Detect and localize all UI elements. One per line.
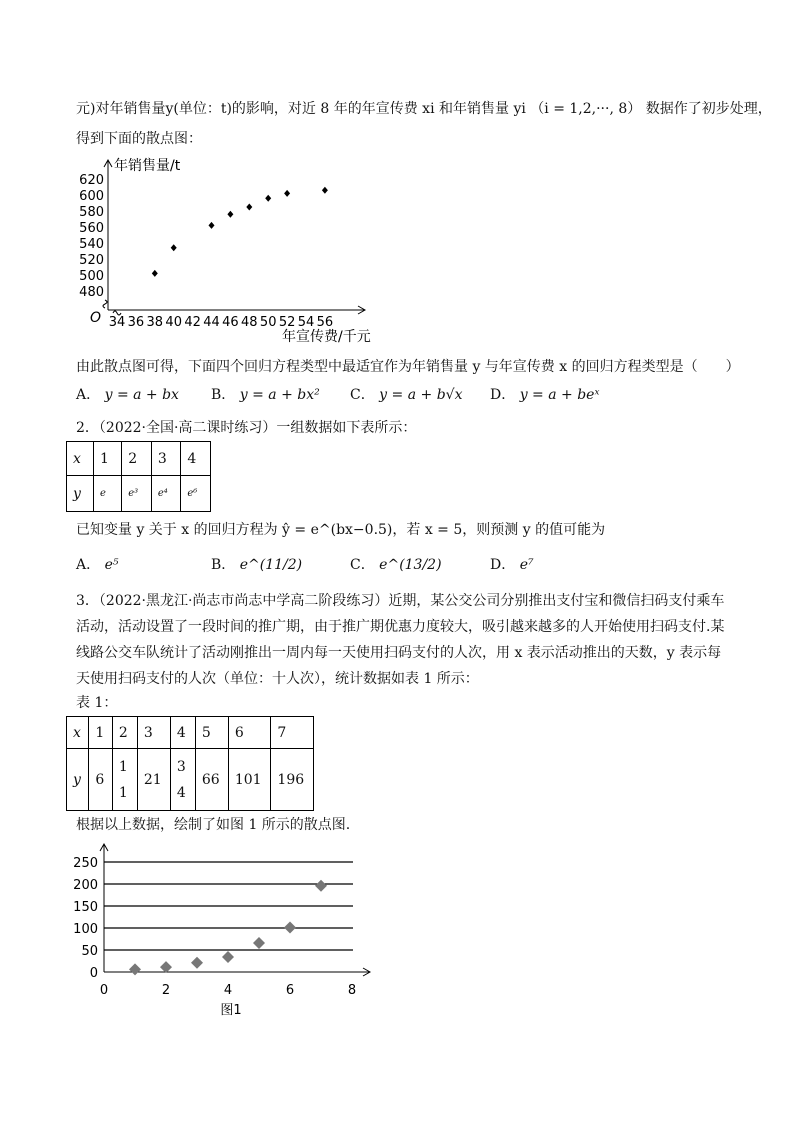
data-point [171,244,177,251]
q3-after-text: 根据以上数据，绘制了如图 1 所示的散点图. [76,817,351,833]
table-cell: y [67,749,89,811]
x-tick-label: 54 [297,315,315,330]
table-cell: 21 [137,749,170,811]
x-tick-label: 48 [241,315,258,330]
option-key: D． [490,557,516,573]
data-point [160,961,172,973]
q1-intro-line2: 得到下面的散点图： [76,131,202,147]
data-point [284,190,290,197]
option-key: D． [490,387,516,403]
y-tick-label: 620 [79,173,104,188]
q2-option-d [490,556,534,574]
data-point [191,957,203,969]
data-point [152,270,158,277]
x-tick-label: 38 [146,315,164,330]
x-tick-label: 36 [127,315,145,330]
y-tick-label: 250 [73,856,98,871]
table-cell: x [67,442,94,476]
x-tick-label: 46 [222,315,239,330]
scan-pay-scatter-chart [70,842,380,1022]
q3-line-4: 天使用扫码支付的人次（单位：十人次），统计数据如表 1 所示： [76,671,479,687]
option-text: e⁵ [104,557,119,573]
option-text: e^(13/2) [379,557,442,573]
x-tick-label: 2 [161,983,171,998]
option-text: y = a + bx² [239,387,320,403]
table-cell: 196 [271,749,314,811]
table-cell: 6 [228,717,271,749]
q2-data-table [66,441,211,512]
table-cell: 2 [112,717,137,749]
option-key: A． [76,557,101,573]
y-tick-label: 560 [79,221,104,236]
q3-data-table [66,716,314,811]
table-cell: 4 [181,442,211,476]
y-tick-label: 150 [73,900,98,915]
table-cell: 66 [195,749,228,811]
q1-option-a [76,386,179,404]
x-tick-label: 42 [184,315,201,330]
q3-line-1: 3．（2022·黑龙江·尚志市尚志中学高二阶段练习）近期，某公交公司分别推出支付宝和微信扫码支付乘车 [76,593,725,609]
y-tick-label: 520 [79,253,104,268]
option-text: e^(11/2) [239,557,303,573]
x-tick-label: 44 [203,315,220,330]
table-cell: 3 [137,717,170,749]
x-tick-label: 6 [285,983,295,998]
x-tick-label: 40 [165,315,182,330]
option-text: y = a + beˣ [519,387,600,403]
table-cell: 2 [122,442,152,476]
option-text: y = a + b√x [379,387,463,403]
y-tick-label: 540 [79,237,104,252]
q1-option-c [350,386,462,404]
table-cell: e⁶ [181,476,211,512]
x-tick-label: 34 [108,315,126,330]
y-tick-label: 0 [89,966,98,981]
data-point [222,951,234,963]
y-tick-label: 600 [79,189,104,204]
q3-line-3: 线路公交车队统计了活动刚推出一周内每一天使用扫码支付的人次，用 x 表示活动推出的天数，y 表示每 [76,645,722,661]
option-key: A． [76,387,101,403]
figure-caption: 图1 [220,1003,242,1018]
x-tick-label: 4 [223,983,233,998]
q1-option-d [490,386,599,404]
data-point [284,922,296,934]
data-point [265,195,271,202]
option-text: e⁷ [519,557,534,573]
data-point [209,222,215,229]
data-point [315,880,327,892]
y-tick-label: 200 [73,878,98,893]
y-axis-title: 年销售量/t [114,158,181,174]
y-tick-label: 500 [79,269,104,284]
table-cell: y [67,476,94,512]
table-cell: 3 [151,442,181,476]
q1-question: 由此散点图可得，下面四个回归方程类型中最适宜作为年销售量 y 与年宣传费 x 的回归方程类型是（ ） [76,359,740,375]
y-tick-label: 580 [79,205,104,220]
q2-option-b [211,556,302,574]
q3-line-2: 活动，活动设置了一段时间的推广期，由于推广期优惠力度较大，吸引越来越多的人开始使用扫码支付.某 [76,619,725,635]
x-tick-label: 50 [259,315,277,330]
table-cell: e³ [122,476,152,512]
q2-header: 2．（2022·全国·高二课时练习）一组数据如下表所示： [76,420,417,436]
data-point [227,211,233,218]
q3-table-label: 表 1： [76,695,118,711]
q2-option-c [350,556,442,574]
option-key: C． [350,557,375,573]
x-tick-label: 8 [347,983,357,998]
table-cell: 6 [89,749,112,811]
table-cell: x [67,717,89,749]
x-tick-label: 0 [99,983,109,998]
table-cell: 34 [170,749,195,811]
data-point [322,187,328,194]
data-point [129,963,141,975]
q1-option-b [211,386,320,404]
sales-scatter-chart [70,148,380,348]
option-key: B． [211,557,236,573]
y-tick-label: 480 [79,285,104,300]
table-cell: 11 [112,749,137,811]
table-cell: 7 [271,717,314,749]
table-cell: 4 [170,717,195,749]
option-text: y = a + bx [104,387,179,403]
table-cell: 1 [89,717,112,749]
y-tick-label: 100 [73,922,98,937]
table-cell: e⁴ [151,476,181,512]
table-cell: 101 [228,749,271,811]
data-point [253,937,265,949]
x-tick-label: 56 [316,315,334,330]
y-tick-label: 50 [81,944,98,959]
q2-question: 已知变量 y 关于 x 的回归方程为 ŷ = e^(bx−0.5)，若 x = 5，则预测 y 的值可能为 [76,522,606,538]
table-cell: e [93,476,121,512]
x-tick-label: 52 [278,315,296,330]
option-key: B． [211,387,236,403]
option-key: C． [350,387,375,403]
q2-option-a [76,556,118,574]
y-axis-break [103,300,107,308]
table-cell: 5 [195,717,228,749]
origin-label: O [90,310,102,326]
q1-intro-line1: 元)对年销售量y(单位：t)的影响，对近 8 年的年宣传费 xi 和年销售量 yi （i = 1,2,···, 8） 数据作了初步处理， [76,101,772,117]
data-point [246,204,252,211]
table-cell: 1 [93,442,121,476]
x-axis-title: 年宣传费/千元 [282,329,371,345]
